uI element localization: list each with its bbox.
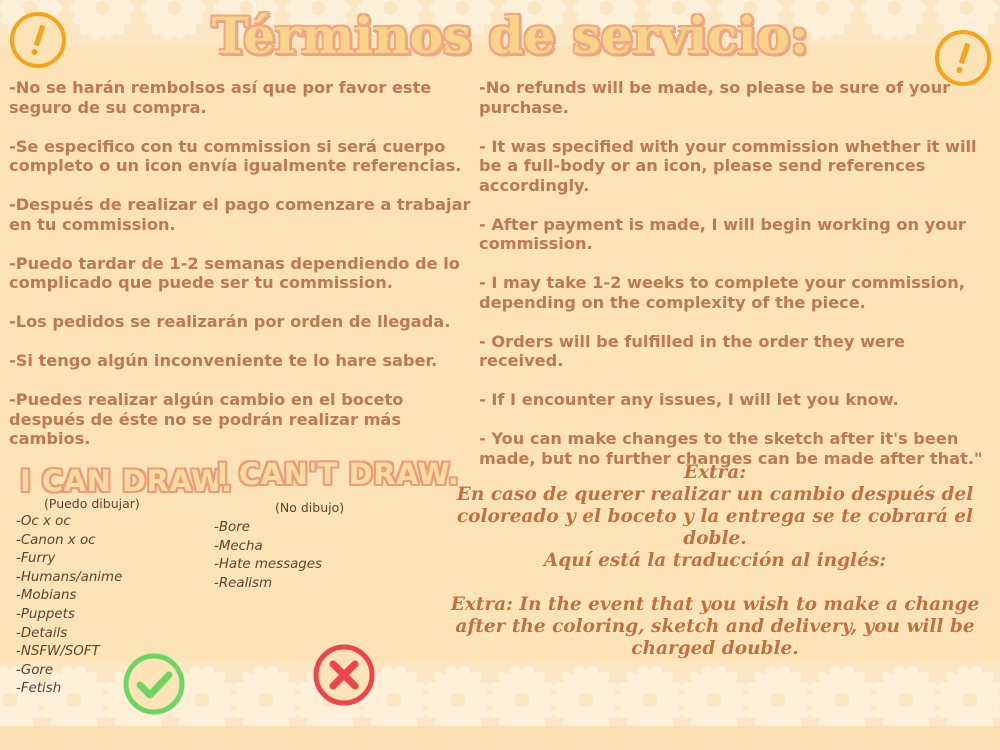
translation-note: Aquí está la traducción al inglés: xyxy=(543,550,887,571)
x-circle-icon xyxy=(312,643,376,707)
list-item: -Mecha xyxy=(214,538,263,554)
page-title: Términos de servicio: xyxy=(211,6,809,65)
cant-draw-subtitle: (No dibujo) xyxy=(275,500,345,515)
term-item: -No refunds will be made, so please be sure of your purchase. xyxy=(479,78,951,117)
exclamation-circle-icon xyxy=(10,12,66,68)
bottom-strip xyxy=(0,726,1000,750)
list-item: -Bore xyxy=(214,520,250,535)
extra-english: Extra: In the event that you wish to make a change after the coloring, sketch and delivery, you will be charged double. xyxy=(450,594,980,659)
term-item: -Después de realizar el pago comenzare a trabajar en tu commission. xyxy=(9,195,471,234)
list-item: -Realism xyxy=(214,575,273,591)
extra-heading: Extra: xyxy=(683,462,747,483)
list-item: -Hate messages xyxy=(214,557,323,573)
list-item: -Mobians xyxy=(16,588,77,604)
list-item: -Oc x oc xyxy=(16,514,71,529)
list-item: -NSFW/SOFT xyxy=(16,644,100,660)
can-draw-subtitle: (Puedo dibujar) xyxy=(44,496,140,511)
list-item: -Furry xyxy=(16,551,56,567)
term-item: - After payment is made, I will begin working on your commission. xyxy=(479,214,966,253)
extra-spanish: En caso de querer realizar un cambio después del coloreado y el boceto y la entrega se te cobrará el doble. xyxy=(456,484,974,549)
list-item: -Gore xyxy=(16,662,54,678)
term-item: -Puedo tardar de 1-2 semanas dependiendo de lo complicado que puede ser tu commission. xyxy=(9,253,460,292)
can-draw-title: I CAN DRAW. xyxy=(20,464,233,498)
terms-list-english xyxy=(479,78,994,488)
list-item: -Puppets xyxy=(16,606,75,622)
check-circle-icon xyxy=(122,652,186,716)
term-item: - You can make changes to the sketch after it's been made, but no further changes can be made after that." xyxy=(479,429,983,468)
cant-draw-title: I CAN'T DRAW. xyxy=(217,457,460,491)
list-item: -Fetish xyxy=(16,681,62,697)
cant-draw-list xyxy=(214,519,322,593)
can-draw-list xyxy=(16,513,122,699)
terms-list-spanish xyxy=(9,78,474,468)
term-item: - I may take 1-2 weeks to complete your commission, depending on the complexity of the piece. xyxy=(479,273,965,312)
term-item: -No se harán rembolsos así que por favor este seguro de su compra. xyxy=(9,78,432,117)
list-item: -Details xyxy=(16,625,68,641)
list-item: -Canon x oc xyxy=(16,532,96,548)
term-item: - It was specified with your commission whether it will be a full-body or an icon, please send references accordingly. xyxy=(479,136,977,195)
term-item: -Si tengo algún inconveniente te lo hare saber. xyxy=(9,351,438,370)
list-item: -Humans/anime xyxy=(16,569,123,585)
term-item: - Orders will be fulfilled in the order they were received. xyxy=(479,331,905,370)
extra-section xyxy=(448,462,982,660)
term-item: - If I encounter any issues, I will let you know. xyxy=(479,390,899,409)
term-item: -Se especifico con tu commission si será cuerpo completo o un icon envía igualmente referencias. xyxy=(9,136,462,175)
term-item: -Puedes realizar algún cambio en el boceto después de éste no se podrán realizar más cambios. xyxy=(9,390,404,448)
term-item: -Los pedidos se realizarán por orden de llegada. xyxy=(9,312,451,331)
